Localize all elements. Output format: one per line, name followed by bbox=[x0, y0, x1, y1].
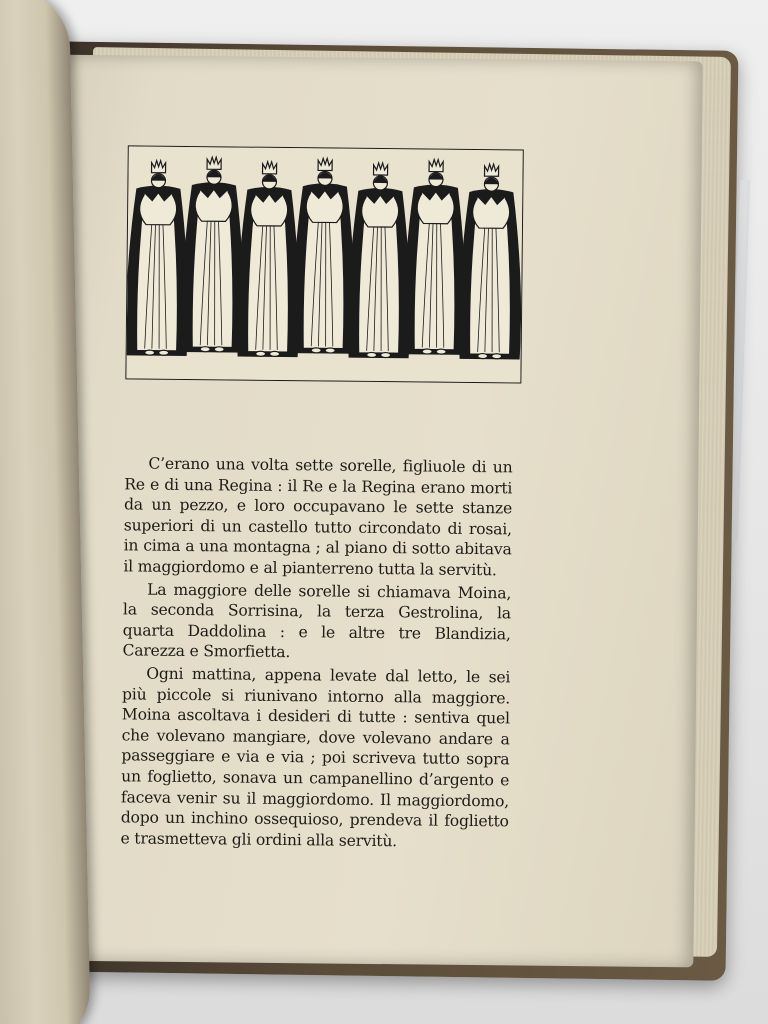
foot-shape bbox=[145, 350, 155, 355]
foot-shape bbox=[381, 353, 391, 358]
sleeves-shape bbox=[361, 197, 398, 227]
illustration-drawing bbox=[126, 146, 522, 382]
foot-shape bbox=[325, 348, 335, 353]
sleeves-shape bbox=[195, 191, 232, 221]
foot-shape bbox=[492, 354, 502, 359]
foot-shape bbox=[270, 351, 280, 356]
paragraph-1: C’erano una volta sette sorelle, figliuole di un Re e di una Regina : il Re e la Regina erano morti da un pezzo, e loro occupavano le sette stanze superiori di un castello tutto circondato di rosai, in cima a una montagna ; al piano di sotto abitava il maggiordomo e al pianterreno tutta la servitù. bbox=[123, 454, 513, 580]
foot-shape bbox=[367, 352, 377, 357]
foot-shape bbox=[311, 348, 321, 353]
foot-shape bbox=[422, 349, 432, 354]
seven-crowned-sisters-illustration bbox=[125, 145, 523, 383]
foot-shape bbox=[159, 350, 169, 355]
paragraph-3: Ogni mattina, appena levate dal letto, le sei più piccole si riunivano intorno alla maggiore. Moina ascoltava i desideri di tutte : sentiva quel che volevano mangiare, dove volevano andare a passeggiare e via e via ; poi scriveva tutto sopra un foglietto, sonava un campanellino d’argento e faceva venir su il maggiordomo. Il maggiordomo, dopo un inchino ossequioso, prendeva il foglietto e trasmetteva gli ordini alla servitù. bbox=[120, 664, 511, 850]
sleeves-shape bbox=[417, 193, 454, 223]
story-text bbox=[120, 453, 512, 852]
foot-shape bbox=[436, 349, 446, 354]
book-page bbox=[53, 55, 702, 968]
sleeves-shape bbox=[250, 196, 287, 226]
foot-shape bbox=[214, 347, 224, 352]
foot-shape bbox=[256, 351, 266, 356]
sleeves-shape bbox=[472, 198, 509, 228]
foot-shape bbox=[478, 354, 488, 359]
sleeves-shape bbox=[306, 192, 343, 222]
paragraph-2: La maggiore delle sorelle si chiamava Moina, la seconda Sorrisina, la terza Gestrolina, la quarta Daddolina : e le altre tre Blandizia, Carezza e Smorfietta. bbox=[122, 580, 512, 662]
foot-shape bbox=[200, 347, 210, 352]
sleeves-shape bbox=[139, 194, 176, 224]
